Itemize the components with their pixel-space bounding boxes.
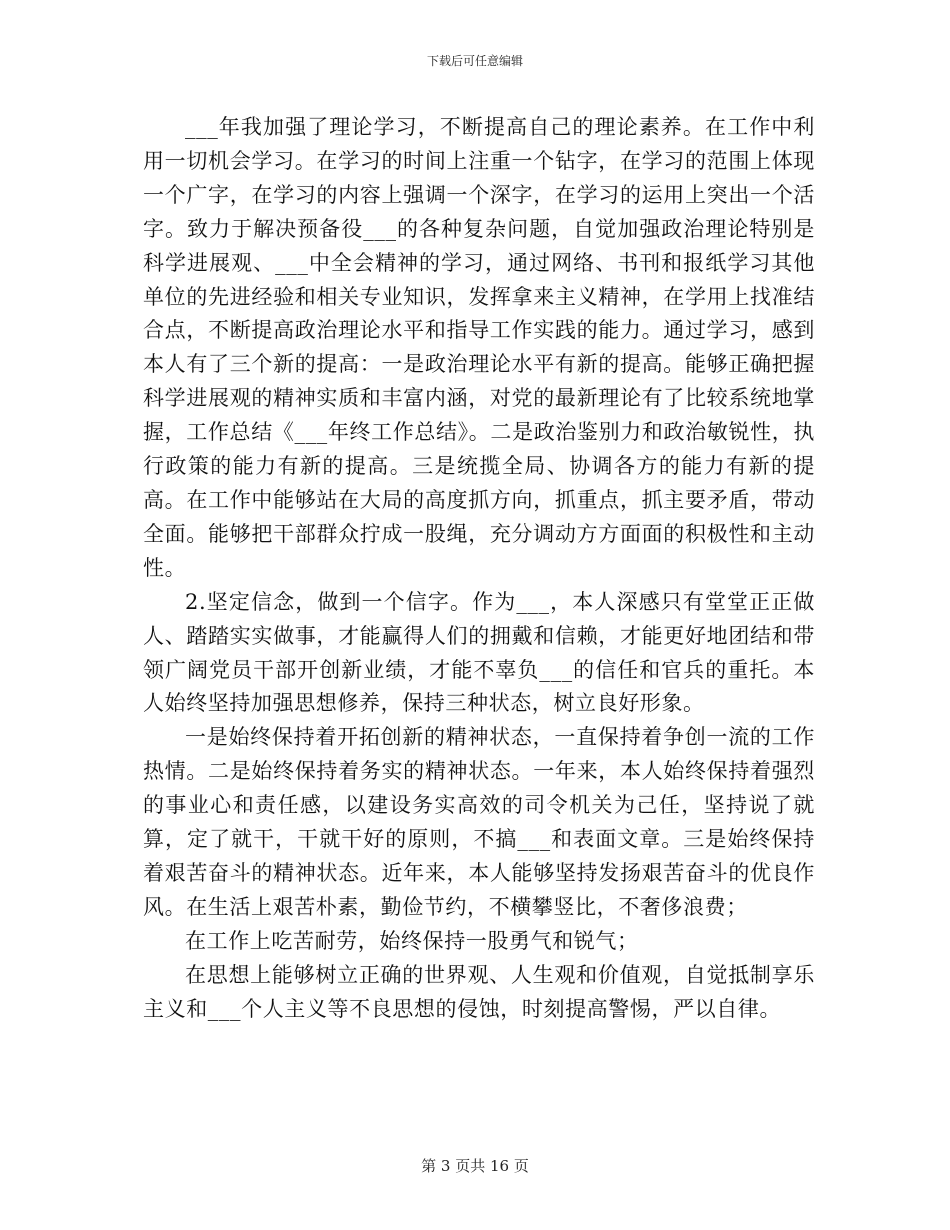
paragraph-firm-belief: 2.坚定信念，做到一个信字。作为___，本人深感只有堂堂正正做人、踏踏实实做事，才能赢得人们的拥戴和信赖，才能更好地团结和带领广阔党员干部开创新业绩，才能不辜负___的信任和官兵的重托。本人始终坚持加强思想修养，保持三种状态，树立良好形象。 <box>143 589 815 716</box>
page-header: 下载后可任意编辑 <box>426 54 523 68</box>
paragraph-work-attitude: 在工作上吃苦耐劳，始终保持一股勇气和锐气； <box>185 928 639 953</box>
page-footer: 第 3 页共 16 页 <box>421 1157 529 1175</box>
document-body <box>143 111 815 1026</box>
paragraph-three-states: 一是始终保持着开拓创新的精神状态，一直保持着争创一流的工作热情。二是始终保持着务实的精神状态。一年来，本人始终保持着强烈的事业心和责任感，以建设务实高效的司令机关为己任，坚持说了就算，定了就干，干就干好的原则，不搞___和表面文章。三是始终保持着艰苦奋斗的精神状态。近年来，本人能够坚持发扬艰苦奋斗的优良作风。在生活上艰苦朴素，勤俭节约，不横攀竖比，不奢侈浪费； <box>143 725 815 919</box>
paragraph-thought-discipline: 在思想上能够树立正确的世界观、人生观和价值观，自觉抵制享乐主义和___个人主义等不良思想的侵蚀，时刻提高警惕，严以自律。 <box>143 962 815 1021</box>
paragraph-theory-study: ___年我加强了理论学习，不断提高自己的理论素养。在工作中利用一切机会学习。在学习的时间上注重一个钻字，在学习的范围上体现一个广字，在学习的内容上强调一个深字，在学习的运用上突出一个活字。致力于解决预备役___的各种复杂问题，自觉加强政治理论特别是科学进展观、___中全会精神的学习，通过网络、书刊和报纸学习其他单位的先进经验和相关专业知识，发挥拿来主义精神，在学用上找准结合点，不断提高政治理论水平和指导工作实践的能力。通过学习，感到本人有了三个新的提高：一是政治理论水平有新的提高。能够正确把握科学进展观的精神实质和丰富内涵，对党的最新理论有了比较系统地掌握，工作总结《___年终工作总结》。二是政治鉴别力和政治敏锐性，执行政策的能力有新的提高。三是统揽全局、协调各方的能力有新的提高。在工作中能够站在大局的高度抓方向，抓重点，抓主要矛盾，带动全面。能够把干部群众拧成一股绳，充分调动方方面面的积极性和主动性。 <box>143 115 815 580</box>
